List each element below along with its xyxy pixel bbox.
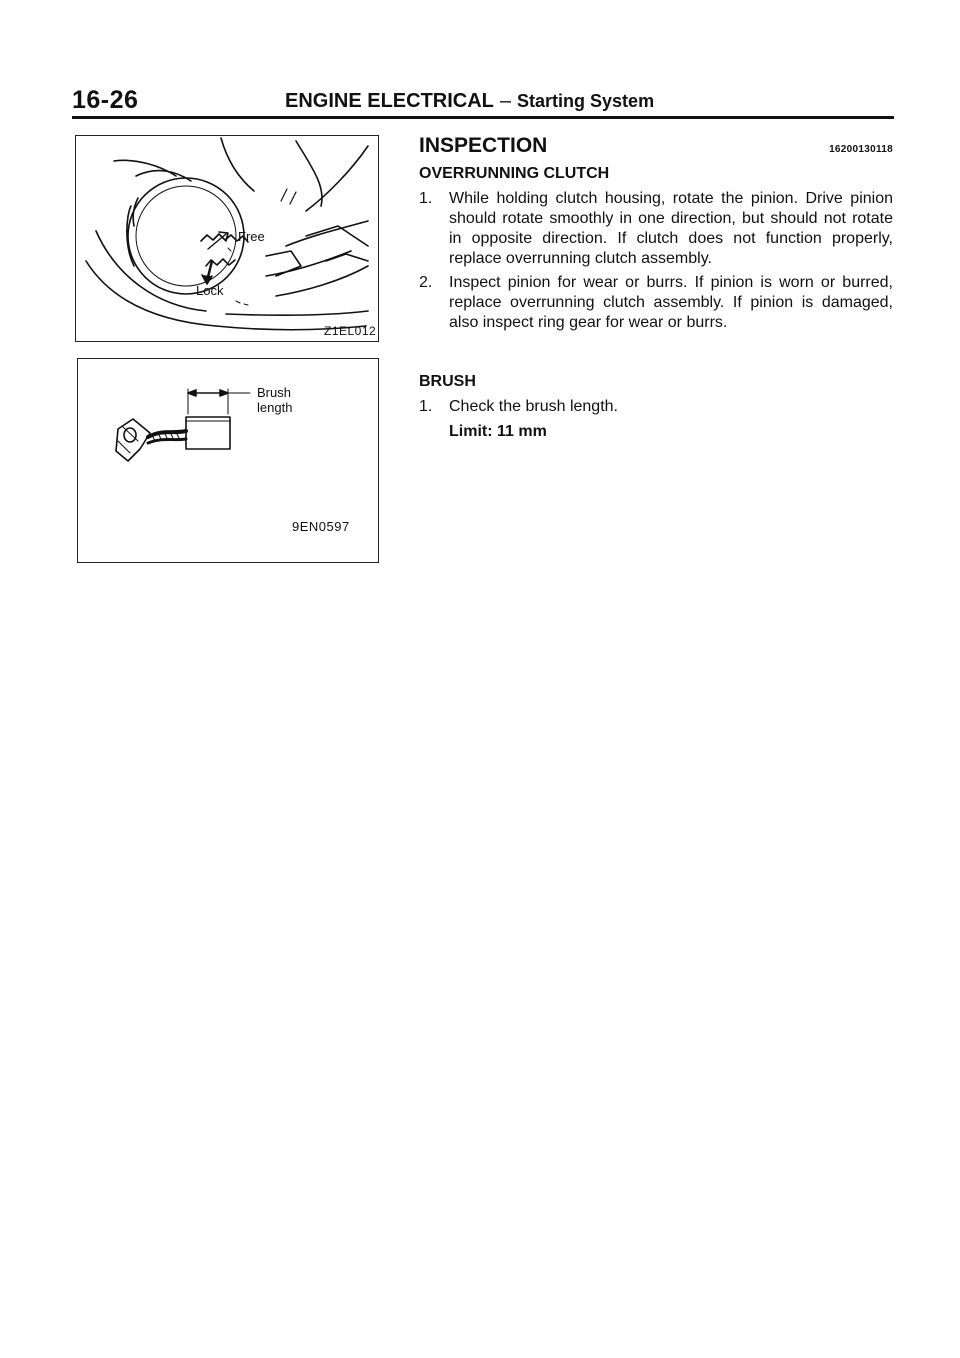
page-header — [72, 82, 894, 118]
step-number: 1. — [419, 190, 433, 207]
step-text: While holding clutch housing, rotate the pinion. Drive pinion should rotate smoothly in one direction, but should not rotate in opposite direction. If clutch does not function properly, replace overrunning clutch assembly. — [449, 190, 893, 267]
list-item — [419, 189, 893, 269]
brush-limit: Limit: 11 mm — [449, 423, 547, 440]
title-separator: – — [499, 90, 512, 112]
step-text: Check the brush length. — [449, 398, 618, 415]
list-item — [419, 397, 893, 417]
figure-brush — [77, 358, 379, 563]
inspection-heading-row — [419, 134, 893, 158]
figure-code: Z1EL012 — [324, 324, 377, 338]
label-free: Free — [238, 229, 265, 244]
subsection-name: Starting System — [517, 91, 655, 111]
inspection-heading: INSPECTION — [419, 134, 548, 157]
clutch-illustration — [76, 136, 380, 343]
overrunning-clutch-heading: OVERRUNNING CLUTCH — [419, 165, 610, 182]
step-text: Inspect pinion for wear or burrs. If pinion is worn or burred, replace overrunning clutch assembly. If pinion is damaged, also inspect ring gear for wear or burrs. — [449, 274, 893, 331]
reference-code: 16200130118 — [829, 144, 893, 155]
list-item — [419, 273, 893, 333]
section-name: ENGINE ELECTRICAL — [285, 90, 494, 112]
section-title — [285, 90, 654, 113]
label-brush: Brush — [257, 385, 291, 400]
brush-heading: BRUSH — [419, 373, 476, 390]
figure-code: 9EN0597 — [292, 519, 350, 534]
label-length: length — [257, 400, 293, 415]
step-number: 2. — [419, 274, 433, 291]
label-lock: Lock — [196, 283, 224, 298]
figure-overrunning-clutch — [75, 135, 379, 342]
header-rule — [72, 116, 894, 119]
page-number: 16-26 — [72, 86, 139, 114]
step-number: 1. — [419, 398, 433, 415]
inspection-section — [419, 134, 893, 441]
